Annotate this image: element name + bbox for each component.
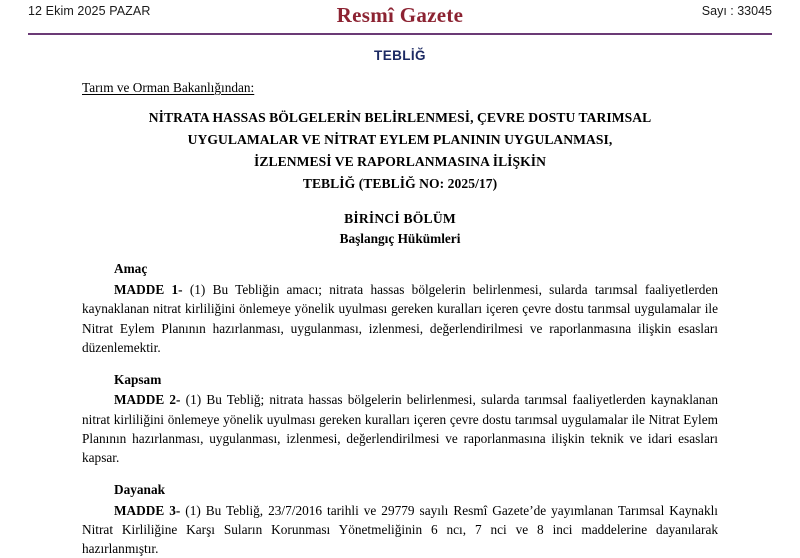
article-paragraph bbox=[82, 501, 718, 558]
chapter-number: BİRİNCİ BÖLÜM bbox=[344, 210, 456, 226]
gazette-title: Resmî Gazete bbox=[336, 3, 464, 27]
article-block-1 bbox=[82, 260, 718, 357]
article-heading: Amaç bbox=[114, 261, 148, 277]
article-label: MADDE 1- bbox=[114, 282, 183, 298]
chapter-heading bbox=[82, 209, 718, 249]
article-label: MADDE 2- bbox=[114, 392, 181, 408]
issuing-authority: Tarım ve Orman Bakanlığından: bbox=[82, 80, 255, 95]
chapter-name: Başlangıç Hükümleri bbox=[339, 231, 461, 247]
masthead bbox=[28, 0, 772, 33]
article-text: (1) Bu Tebliğ, 23/7/2016 tarihli ve 29779 sayılı Resmî Gazete’de yayımlanan Tarımsal Kaynaklı Nitrat Kirliliğine Karşı Suların Korunması Yönetmeliğinin 6 ncı, 7 nci ve 8 inci maddelerine dayanılarak hazırlanmıştır. bbox=[82, 502, 718, 557]
article-label: MADDE 3- bbox=[114, 502, 181, 518]
document-title-line: NİTRATA HASSAS BÖLGELERİN BELİRLENMESİ, ÇEVRE DOSTU TARIMSAL bbox=[148, 109, 652, 125]
article-text: (1) Bu Tebliğin amacı; nitrata hassas bölgelerin belirlenmesi, sularda tarımsal faaliyetlerden kaynaklanan nitrat kirliliğini önlemeye yönelik uyulması gereken kuralları içeren çevre dostu tarımsal uygulamalar ile Nitrat Eylem Planının hazırlanması, uygulanması, izlenmesi, değerlendirilmesi ve raporlanmasına ilişkin esasları düzenlemektir. bbox=[82, 282, 718, 355]
document-title-line: TEBLİĞ (TEBLİĞ NO: 2025/17) bbox=[302, 175, 498, 191]
article-text: (1) Bu Tebliğ; nitrata hassas bölgelerin belirlenmesi, sularda tarımsal faaliyetlerden kaynaklanan nitrat kirliliğini önlemeye yönelik uyulması gereken kuralları içeren çevre dostu tarımsal uygulamalar ile Nitrat Eylem Planının hazırlanması, uygulanması, izlenmesi, değerlendirilmesi ve raporlanmasına ilişkin teknik ve idari esasları kapsar. bbox=[82, 392, 718, 466]
section-label: TEBLİĞ bbox=[374, 48, 426, 63]
article-heading: Dayanak bbox=[114, 481, 165, 497]
issue-number: Sayı : 33045 bbox=[701, 4, 772, 18]
article-paragraph bbox=[82, 280, 718, 357]
document-title bbox=[82, 107, 718, 195]
document-body bbox=[82, 63, 718, 558]
article-block-2 bbox=[82, 371, 718, 468]
article-block-3 bbox=[82, 481, 718, 558]
article-heading: Kapsam bbox=[114, 371, 162, 387]
document-title-line: İZLENMESİ VE RAPORLANMASINA İLİŞKİN bbox=[254, 153, 546, 169]
publication-date: 12 Ekim 2025 PAZAR bbox=[28, 4, 151, 18]
document-title-line: UYGULAMALAR VE NİTRAT EYLEM PLANININ UYGULANMASI, bbox=[187, 131, 613, 147]
article-paragraph bbox=[82, 390, 718, 467]
